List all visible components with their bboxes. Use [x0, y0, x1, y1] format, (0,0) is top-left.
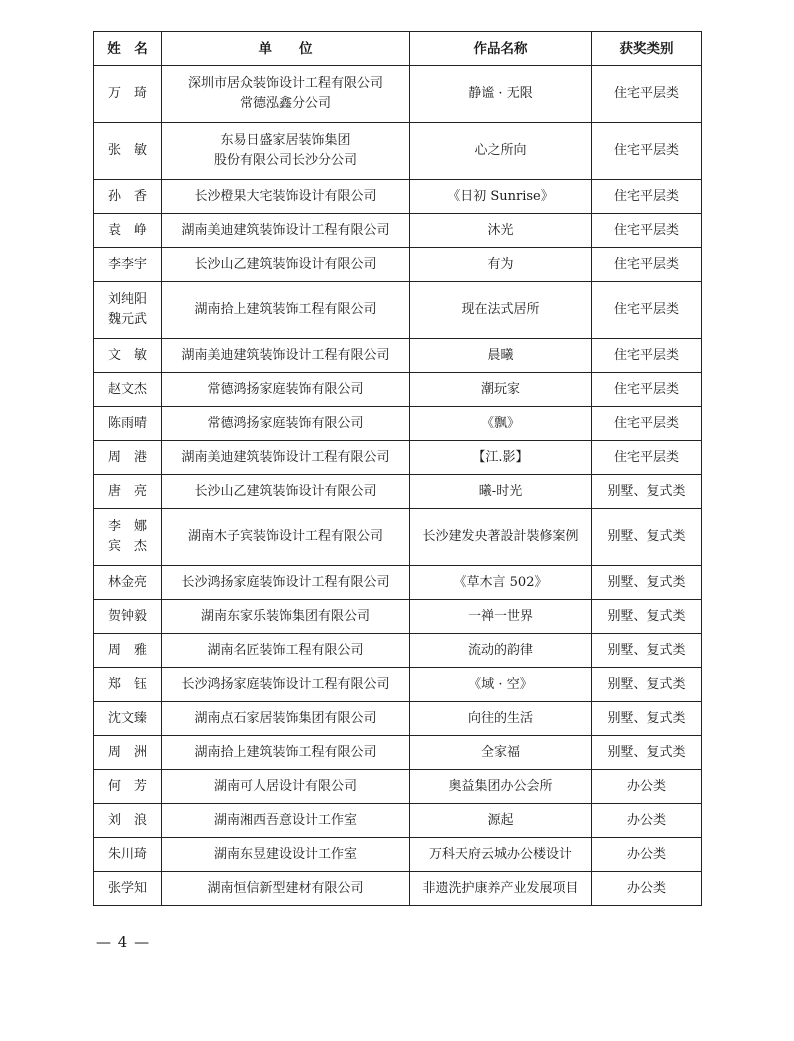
- cell-unit: [162, 702, 410, 736]
- cell-name-line: 林金亮: [107, 574, 147, 590]
- cell-award-category: 住宅平层类: [592, 441, 702, 475]
- cell-name: [94, 634, 162, 668]
- table-row: [94, 475, 702, 509]
- cell-award-category: 别墅、复式类: [592, 600, 702, 634]
- cell-work-title: 一禅一世界: [410, 600, 592, 634]
- cell-name: [94, 475, 162, 509]
- cell-unit: [162, 668, 410, 702]
- cell-award-category: 别墅、复式类: [592, 509, 702, 566]
- cell-name-line: 孙 香: [107, 188, 147, 204]
- cell-name: [94, 123, 162, 180]
- cell-name-line: 郑 钰: [107, 676, 147, 692]
- cell-name-line: 魏元武: [107, 312, 147, 327]
- page-number: — 4 —: [96, 933, 151, 951]
- cell-unit-line: 常德泓鑫分公司: [239, 96, 331, 111]
- cell-work-title: 《草木言 502》: [410, 566, 592, 600]
- cell-name-line: 张 敏: [107, 143, 147, 158]
- cell-name: [94, 600, 162, 634]
- cell-award-category: 办公类: [592, 872, 702, 906]
- cell-unit-line: 湖南东昱建设设计工作室: [213, 846, 357, 862]
- cell-work-title: 《日初 Sunrise》: [410, 180, 592, 214]
- cell-name: [94, 282, 162, 339]
- cell-unit-line: 湖南木子宾装饰设计工程有限公司: [187, 529, 383, 544]
- cell-unit-line: 长沙山乙建筑装饰设计有限公司: [194, 256, 377, 272]
- cell-name: [94, 248, 162, 282]
- cell-unit: [162, 282, 410, 339]
- cell-award-category: 别墅、复式类: [592, 566, 702, 600]
- cell-work-title: 曦-时光: [410, 475, 592, 509]
- cell-name-line: 刘纯阳: [107, 292, 147, 307]
- table-row: [94, 123, 702, 180]
- cell-unit-line: 湖南美迪建筑装饰设计工程有限公司: [181, 222, 390, 238]
- cell-name: [94, 702, 162, 736]
- cell-unit-line: 长沙鸿扬家庭装饰设计工程有限公司: [181, 574, 390, 590]
- cell-name: [94, 180, 162, 214]
- cell-work-title: 长沙建发央著設計裝修案例: [410, 509, 592, 566]
- table-row: [94, 339, 702, 373]
- table-row: [94, 804, 702, 838]
- cell-name: [94, 838, 162, 872]
- cell-unit-line: 常德鸿扬家庭装饰有限公司: [207, 381, 364, 397]
- cell-unit-line: 长沙山乙建筑装饰设计有限公司: [194, 483, 377, 499]
- cell-work-title: 万科天府云城办公楼设计: [410, 838, 592, 872]
- table-row: [94, 441, 702, 475]
- cell-unit: [162, 600, 410, 634]
- cell-award-category: 别墅、复式类: [592, 702, 702, 736]
- cell-name-line: 朱川琦: [107, 846, 147, 862]
- cell-name-line: 周 港: [107, 449, 147, 465]
- cell-unit: [162, 872, 410, 906]
- table-header-row: [94, 32, 702, 66]
- cell-unit-line: 湖南美迪建筑装饰设计工程有限公司: [181, 347, 390, 363]
- cell-name-line: 袁 峥: [107, 222, 147, 238]
- cell-unit: [162, 407, 410, 441]
- cell-name-line: 唐 亮: [107, 483, 147, 499]
- cell-award-category: 住宅平层类: [592, 339, 702, 373]
- cell-work-title: 【江.影】: [410, 441, 592, 475]
- cell-award-category: 别墅、复式类: [592, 475, 702, 509]
- table-row: [94, 282, 702, 339]
- cell-unit: [162, 248, 410, 282]
- table-row: [94, 736, 702, 770]
- cell-name-line: 赵文杰: [107, 381, 147, 397]
- cell-name-line: 沈文臻: [107, 710, 147, 726]
- table-row: [94, 838, 702, 872]
- cell-unit-line: 湖南恒信新型建材有限公司: [207, 880, 364, 896]
- table-row: [94, 66, 702, 123]
- cell-name-line: 文 敏: [107, 347, 147, 363]
- table-body: [94, 66, 702, 906]
- cell-name: [94, 668, 162, 702]
- cell-unit-line: 东易日盛家居装饰集团: [220, 133, 351, 148]
- cell-name: [94, 804, 162, 838]
- cell-award-category: 住宅平层类: [592, 248, 702, 282]
- cell-award-category: 办公类: [592, 804, 702, 838]
- header-unit: 单 位: [162, 32, 410, 66]
- cell-award-category: 别墅、复式类: [592, 634, 702, 668]
- cell-work-title: 潮玩家: [410, 373, 592, 407]
- cell-name: [94, 66, 162, 123]
- cell-work-title: 《飘》: [410, 407, 592, 441]
- cell-work-title: 现在法式居所: [410, 282, 592, 339]
- table-row: [94, 248, 702, 282]
- header-name: 姓 名: [94, 32, 162, 66]
- cell-award-category: 住宅平层类: [592, 282, 702, 339]
- cell-work-title: 晨曦: [410, 339, 592, 373]
- cell-unit-line: 常德鸿扬家庭装饰有限公司: [207, 415, 364, 431]
- cell-name-line: 李 娜: [107, 519, 147, 534]
- cell-work-title: 沐光: [410, 214, 592, 248]
- cell-unit-line: 长沙鸿扬家庭装饰设计工程有限公司: [181, 676, 390, 692]
- cell-name-line: 李李宇: [107, 256, 147, 272]
- cell-work-title: 向往的生活: [410, 702, 592, 736]
- cell-name-line: 万 琦: [107, 86, 147, 101]
- table-row: [94, 214, 702, 248]
- cell-award-category: 住宅平层类: [592, 123, 702, 180]
- table-row: [94, 634, 702, 668]
- cell-work-title: 静谧 · 无限: [410, 66, 592, 123]
- cell-work-title: 奥益集团办公会所: [410, 770, 592, 804]
- cell-unit-line: 湖南可人居设计有限公司: [213, 778, 357, 794]
- table-row: [94, 373, 702, 407]
- cell-name-line: 陈雨晴: [107, 415, 147, 431]
- cell-award-category: 别墅、复式类: [592, 668, 702, 702]
- cell-award-category: 住宅平层类: [592, 407, 702, 441]
- table-row: [94, 509, 702, 566]
- cell-award-category: 住宅平层类: [592, 373, 702, 407]
- cell-unit-line: 湖南美迪建筑装饰设计工程有限公司: [181, 449, 390, 465]
- cell-name-line: 周 雅: [107, 642, 147, 658]
- cell-unit-line: 湖南湘西吾意设计工作室: [213, 812, 357, 828]
- cell-name: [94, 566, 162, 600]
- table-row: [94, 566, 702, 600]
- cell-unit: [162, 770, 410, 804]
- cell-unit: [162, 180, 410, 214]
- cell-unit: [162, 634, 410, 668]
- cell-unit-line: 湖南东家乐装饰集团有限公司: [200, 608, 370, 624]
- cell-name: [94, 872, 162, 906]
- cell-name: [94, 407, 162, 441]
- cell-work-title: 有为: [410, 248, 592, 282]
- cell-unit: [162, 838, 410, 872]
- cell-name: [94, 770, 162, 804]
- cell-unit: [162, 123, 410, 180]
- table-row: [94, 668, 702, 702]
- cell-unit-line: 长沙橙果大宅装饰设计有限公司: [194, 188, 377, 204]
- table-row: [94, 407, 702, 441]
- cell-unit-line: 湖南拾上建筑装饰工程有限公司: [194, 744, 377, 760]
- cell-name: [94, 339, 162, 373]
- table-row: [94, 702, 702, 736]
- cell-name-line: 贺钟毅: [107, 608, 147, 624]
- table-row: [94, 600, 702, 634]
- cell-name: [94, 373, 162, 407]
- cell-unit: [162, 373, 410, 407]
- cell-unit: [162, 509, 410, 566]
- header-award-category: 获奖类别: [592, 32, 702, 66]
- cell-name-line: 何 芳: [107, 778, 147, 794]
- cell-name: [94, 441, 162, 475]
- cell-unit: [162, 441, 410, 475]
- cell-unit: [162, 339, 410, 373]
- cell-unit: [162, 475, 410, 509]
- header-work-title: 作品名称: [410, 32, 592, 66]
- cell-unit-line: 股份有限公司长沙分公司: [213, 153, 357, 168]
- cell-work-title: 非遗洗护康养产业发展项目: [410, 872, 592, 906]
- cell-name: [94, 736, 162, 770]
- cell-unit-line: 湖南拾上建筑装饰工程有限公司: [194, 302, 377, 317]
- cell-unit-line: 深圳市居众装饰设计工程有限公司: [187, 76, 383, 91]
- cell-unit: [162, 804, 410, 838]
- cell-work-title: 流动的韵律: [410, 634, 592, 668]
- table-row: [94, 872, 702, 906]
- cell-unit: [162, 214, 410, 248]
- cell-unit: [162, 736, 410, 770]
- cell-name-line: 宾 杰: [107, 539, 147, 554]
- cell-work-title: 《域 · 空》: [410, 668, 592, 702]
- cell-award-category: 办公类: [592, 838, 702, 872]
- cell-name-line: 张学知: [107, 880, 147, 896]
- award-list-table: [93, 31, 702, 906]
- cell-work-title: 源起: [410, 804, 592, 838]
- cell-work-title: 全家福: [410, 736, 592, 770]
- cell-name-line: 刘 浪: [107, 812, 147, 828]
- cell-award-category: 别墅、复式类: [592, 736, 702, 770]
- cell-name-line: 周 洲: [107, 744, 147, 760]
- cell-unit: [162, 566, 410, 600]
- cell-name: [94, 509, 162, 566]
- cell-award-category: 办公类: [592, 770, 702, 804]
- cell-award-category: 住宅平层类: [592, 180, 702, 214]
- cell-work-title: 心之所向: [410, 123, 592, 180]
- table-row: [94, 770, 702, 804]
- cell-award-category: 住宅平层类: [592, 66, 702, 123]
- cell-name: [94, 214, 162, 248]
- cell-unit: [162, 66, 410, 123]
- table-row: [94, 180, 702, 214]
- cell-award-category: 住宅平层类: [592, 214, 702, 248]
- cell-unit-line: 湖南名匠装饰工程有限公司: [207, 642, 364, 658]
- cell-unit-line: 湖南点石家居装饰集团有限公司: [194, 710, 377, 726]
